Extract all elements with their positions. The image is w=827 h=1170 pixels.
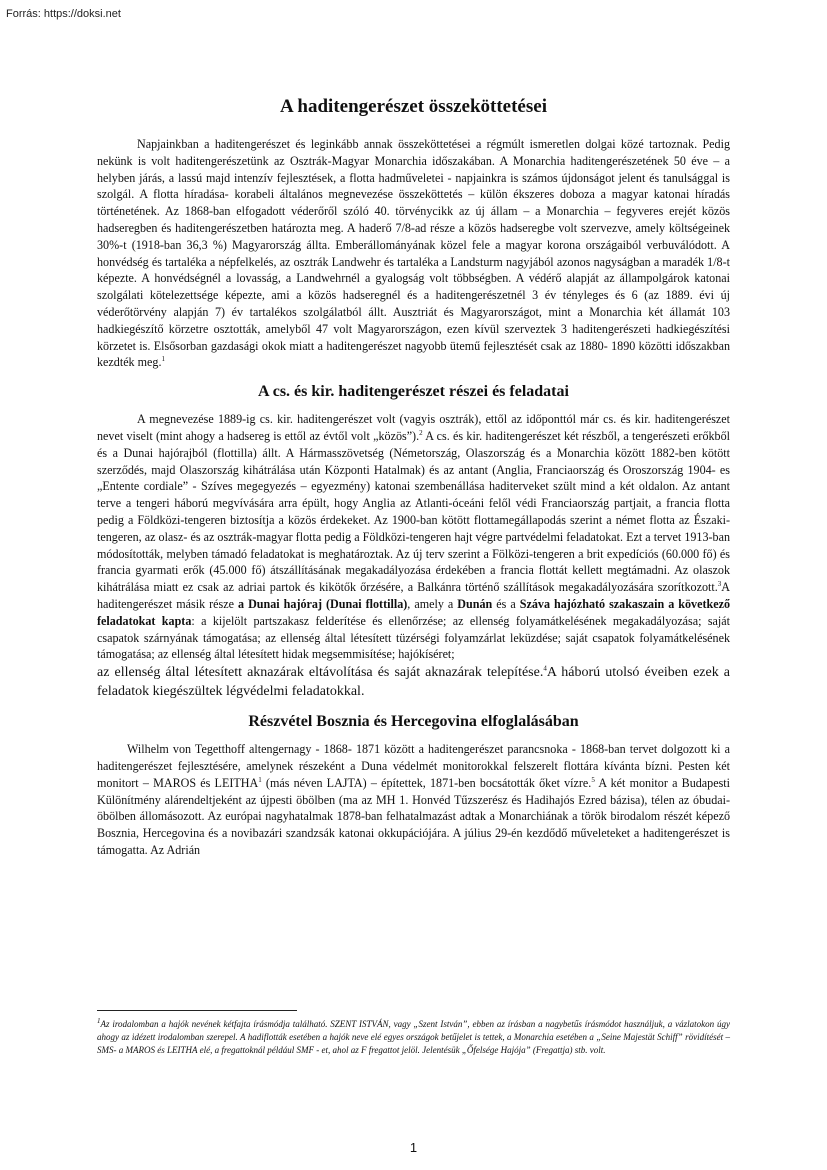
bosnia-text-b: (más néven LAJTA) – építettek, 1871-ben bocsátották őket vízre. <box>261 775 592 790</box>
parts-text-d: , amely a <box>407 596 458 611</box>
parts-text-h: A háború utolsó éveiben ezek a feladatok kiegészültek légvédelmi feladatokkal. <box>97 665 731 700</box>
footnote-number: 1 <box>97 1017 101 1025</box>
parts-text-c: A haditengerészet másik része <box>97 580 730 611</box>
footnote-text: Az irodalomban a hajók nevének kétfajta írásmódja található. SZENT ISTVÁN, vagy „Szent István”, ebben az írásban a nagybetűs írásmódot használjuk, a vázlatokon úgy ahogy az idézett irodalomban szerepel. A hadiflották esetében a hajók neve elé egyes országok betűjelet is tettek, a Monarchia esetében a „Seine Majestät Schiff” rövidítését –SMS- a MAROS és LEITHA elé, a fregattoknál például SMF - et, ahol az F fregattot jelöl. Jelentésük „Őfelsége Hajója” (Fregattja) stb. volt. <box>97 1019 730 1055</box>
bosnia-text-a: Wilhelm von Tegetthoff altengernagy - 1868- 1871 között a haditengerészet parancsnoka - 1868-ban tervet dolgozott ki a haditengerészet fejlesztésére, amelynek részeként a Duna védelmét monitorokkal felszerelt flottára kívánta bízni. Pesten két monitort – MAROS és LEITHA <box>97 742 730 790</box>
bold-sava-tasks: Száva hajózható szakaszain a következő feladatokat kapta <box>97 596 730 628</box>
footnote-ref[interactable]: 2 <box>419 428 423 437</box>
page-number: 1 <box>409 1140 418 1155</box>
bold-danube-flotilla: a Dunai hajóraj (Dunai flottilla) <box>238 596 408 611</box>
bold-danube: Dunán <box>457 596 493 611</box>
bosnia-paragraph <box>97 741 730 859</box>
footnote-ref[interactable]: 3 <box>717 580 722 589</box>
footnote-divider <box>97 1010 297 1011</box>
page-title: A haditengerészet összeköttetései <box>280 96 547 117</box>
parts-paragraph-cont <box>97 663 730 701</box>
section-heading-parts: A cs. és kir. haditengerészet részei és feladatai <box>258 383 569 401</box>
footnote-ref[interactable]: 1 <box>258 775 262 784</box>
section-heading-bosnia: Részvétel Bosznia és Hercegovina elfoglalásában <box>248 713 579 731</box>
parts-paragraph <box>97 411 730 663</box>
bosnia-text-c: A két monitor a Budapesti Különítmény alárendeltjeként az újpesti öbölben (ma az MH 1. Honvéd Tűzszerész és Hadihajós Ezred bázisa), télen az óbudai- öbölben állomásozott. Az európai nagyhatalmak 1878-ban felhatalmazást adtak a Monarchiának a török birodalom részét képező Bosznia, Hercegovina és a novibazári szandzsák katonai okkupációjára. A július 29-én kezdődő műveleteket a haditengerészet is támogatta. Az Adrián <box>97 775 730 857</box>
parts-text-e: és a <box>492 596 520 611</box>
parts-text-g: az ellenség által létesített aknazárak eltávolítása és saját aknazárak telepítése. <box>97 665 544 681</box>
source-url: Forrás: https://doksi.net <box>6 8 121 20</box>
intro-paragraph <box>97 136 730 371</box>
footnote <box>97 1018 730 1057</box>
parts-text-b: A cs. és kir. haditengerészet két részből, a tengerészeti erőkből és a Dunai hajórajból (flottilla) állt. A Hármasszövetség (Németország, Olaszország és a Monarchia között 1882-ben kötött szerződés, majd Olaszország kihátrálása után Központi Hatalmak) és az antant (Anglia, Franciaország és Oroszország 1904- es „Entente cordiale” - Szíves megegyezés – egyezmény) katonai szembenállása haditerveket szült mind a két oldalon. Az antant terve a tengeri háború megvívására arra épült, hogy Anglia az Atlanti-óceáni felől védi Franciaország partjait, a francia flotta pedig a Földközi-tengeren biztosítja a közös érdekeket. Az 1900-ban kötött flottamegállapodás szerint a német flotta az Északi-tengeren, az olasz- és az osztrák-magyar flotta pedig a Földközi-tengeren hajt végre partvédelmi feladatokat. Ezt a tervet 1913-ban módosították, melyben támadó feladatokat is meghatároztak. Az új terv szerint a Fölközi-tengeren a brit expedíciós (60.000 fő) és francia gyarmati erők (45.000 fő) átszállításának megakadályozása érdekében a francia flottát kellett megtámadni. Az olaszok kihátrálása miatt ez csak az adriai partok és kikötők őrzésére, a Balkánra történő szállítások megakadályozására szorítkozott. <box>97 428 730 595</box>
footnote-ref[interactable]: 4 <box>543 664 547 673</box>
footnote-ref[interactable]: 1 <box>161 355 165 364</box>
parts-text-a: A megnevezése 1889-ig cs. kir. haditengerészet volt (vagyis osztrák), ettől az időponttól már cs. és kir. haditengerészet nevet viselt (mint ahogy a hadsereg is ettől az évtől volt „közös”). <box>97 412 730 443</box>
page-body <box>97 95 730 859</box>
footnote-ref[interactable]: 5 <box>591 775 595 784</box>
intro-text: Napjainkban a haditengerészet és leginkább annak összeköttetései a régmúlt ismeretlen dolgai közé tartoznak. Pedig nekünk is volt haditengerészetünk az Osztrák-Magyar Monarchia időszakában. A Monarchia haditengerészetének 50 éve – a helyben járás, a lassú majd intenzív fejlesztések, a flotta hadműveletei - napjainkra is számos újdonságot jelent és tanulsággal is szolgál. A flotta híradása- korabeli általános megnevezése összeköttetés – külön ékszeres doboza a magyar katonai híradás történetének. Az 1868-ban elfogadott véderőről szóló 40. törvénycikk az új állam – a Monarchia – fegyveres erejét közös hadseregben és haditengerészetben határozta meg. A haderő 7/8-ad része a közös hadseregbe volt szervezve, amely költségeinek 30%-t (1918-ban 36,3 %) Magyarország állta. Emberállományának közel fele a magyar korona országaiból verbuválódott. A honvédség és tartaléka a népfelkelés, az osztrák Landwehr és tartaléka a Landsturm nagyjából azonos nagyságban a maradék 1/8-t képezte. A honvédségnél a lovasság, a Landwehrnél a gyalogság volt többségben. A védérő alapját az állampolgárok katonai szolgálati kötelezettsége képezte, ami a közös hadseregnél és a haditengerészetnél 3 év tényleges és 6 (az 1889. évi új véderőtörvény alapján 7) év tartalékos szolgálatból állt. Ausztriát és Magyarországot, mint a Monarchia két államát 103 hadkiegészítő körzetre osztották, amelyből 47 volt Magyarországon, ezen kívül szerveztek 3 haditengerészeti hadkiegészítési körzetet is. Elsősorban gazdasági okok miatt a haditengerészet nagyobb ütemű fejlesztését csak az 1880- 1890 közötti időszakban kezdték meg. <box>97 137 730 370</box>
parts-text-f: : a kijelölt partszakasz felderítése és ellenőrzése; az ellenség folyamátkelésének megakadályozása; saját csapatok szárnyának támogatása; az ellenség által létesített tüzérségi folyamzárlat leküzdése; saját csapatok folyamátkelésének támogatása; az ellenség által létesített hidak megsemmisítése; hajókíséret; <box>97 613 730 662</box>
